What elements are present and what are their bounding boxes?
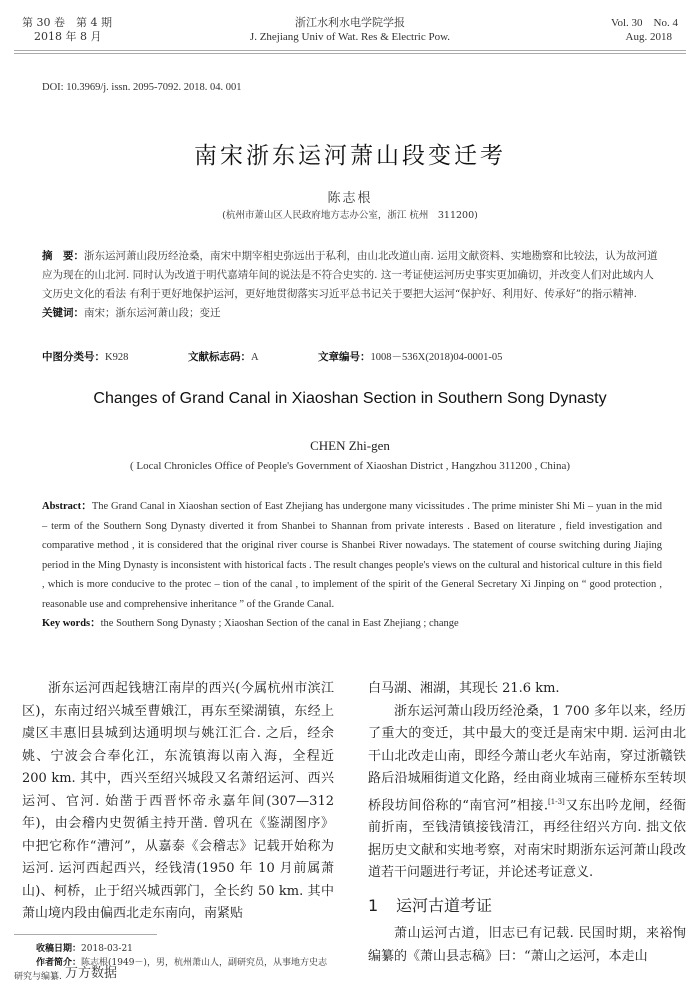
body-paragraph: 萧山运河古道，旧志已有记载. 民国时期，来裕恂编纂的《萧山县志稿》曰：“萧山之运河，本走山 [368, 926, 686, 964]
citation-ref[interactable]: [1-3] [548, 797, 565, 806]
section-heading [368, 895, 686, 918]
classification-row [42, 349, 662, 364]
body-text: 浙东运河萧山段历经沧桑，1 700 多年以来，经历了重大的变迁，其中最大的变迁是南宋中期. 运河由北干山北改走山南，即经今萧山老火车站南，穿过浙赣铁路后沿城厢街道文化路，经由商业城南三碰桥东至转坝桥段坊间俗称的“南官河”相接. [368, 703, 686, 813]
section-title: 运河古道考证 [396, 895, 493, 915]
keywords-en-label: Key words： [42, 618, 101, 629]
author-en: CHEN Zhi-gen [310, 438, 390, 453]
article-no-value: 1008－536X(2018)04-0001-05 [370, 352, 503, 363]
received-label: 收稿日期： [36, 944, 82, 954]
abstract-en-text: The Grand Canal in Xiaoshan section of East Zhejiang has undergone many vicissitudes . The prime minister Shi Mi – yuan in the mid – term of the Southern Song Dynasty diverted it from Shanbei to Shannan from private interests . Based on literature , field investigation and comparative method , it is considered that the original river course is Shanbei River nowadays. The statement of course switching during Jiajing period in the Ming Dynasty is inconsistent with historical facts . The result changes people's views on the cultural and historical culture in this field , which is more conducive to the protec – tion of the canal , to implement of the spirit of the General Secretary Xi Jinping on “ good protection , reasonable use and comprehensive inheritance ” of the Grande Canal. [42, 501, 662, 610]
article-no-label: 文章编号： [318, 351, 371, 363]
affiliation-en: ( Local Chronicles Office of People's Government of Xiaoshan District , Hangzhou 311200 , China) [129, 460, 571, 472]
header-date-en: Aug. 2018 [625, 31, 672, 43]
bio-value: 陈志根(1949－)，男，杭州萧山人，副研究员，从事地方史志研究与编纂. [14, 958, 327, 982]
header-date-cn: 2018 年 8 月 [34, 30, 102, 43]
header-volume: 第 30 卷 第 4 期 [22, 16, 112, 29]
abstract-cn-text: 浙东运河萧山段历经沧桑，南宋中期宰相史弥远出于私利，由山北改道山南. 运用文献资料、实地勘察和比较法，认为故河道应为现在的山北河. 同时认为改道于明代嘉靖年间的说法是不符合史实的. 这一考证使运河历史事实更加确切，并改变人们对此域内人文历史文化的看法 有利于更好地保护运河，更好地贯彻落实习近平总书记关于要把大运河“保护好、利用好、传承好”的指示精神. [42, 250, 658, 300]
body-column-right [368, 678, 686, 968]
body-column-left [22, 678, 334, 926]
doc-code-value: A [251, 352, 259, 363]
title-cn: 南宋浙东运河萧山段变迁考 [194, 143, 506, 169]
doc-code-label: 文献标志码： [188, 351, 251, 363]
header-journal [0, 16, 700, 44]
affiliation-cn: (杭州市萧山区人民政府地方志办公室，浙江 杭州 311200) [222, 210, 478, 221]
header-rule [14, 50, 686, 54]
clc-label: 中图分类号： [42, 351, 105, 363]
abstract-en-label: Abstract： [42, 501, 92, 512]
keywords-cn-text: 南宋；浙东运河萧山段；变迁 [84, 307, 221, 319]
footnote-rule [14, 934, 157, 935]
footnote [14, 942, 334, 984]
title-en: Changes of Grand Canal in Xiaoshan Section in Southern Song Dynasty [93, 390, 607, 407]
doi: DOI: 10.3969/j. issn. 2095-7092. 2018. 04. 001 [42, 82, 242, 93]
section-number: 1 [368, 895, 379, 915]
keywords-en-text: the Southern Song Dynasty ; Xiaoshan Section of the canal in East Zhejiang ; change [100, 618, 459, 629]
author-cn: 陈志根 [327, 191, 373, 206]
watermark: 万方数据 [65, 966, 118, 981]
received-value: 2018-03-21 [81, 944, 133, 954]
journal-name-en: J. Zhejiang Univ of Wat. Res & Electric Pow. [249, 31, 451, 43]
body-paragraph [368, 701, 686, 885]
journal-name-cn: 浙江水利水电学院学报 [295, 16, 405, 29]
abstract-cn-label: 摘 要： [42, 250, 84, 262]
abstract-en [42, 497, 662, 634]
clc-value: K928 [105, 352, 129, 363]
abstract-cn [42, 247, 662, 323]
keywords-cn-label: 关键词： [42, 307, 84, 319]
body-paragraph-continued: 白马湖、湘湖，其现长 21.6 km. [368, 681, 560, 696]
body-paragraph: 浙东运河西起钱塘江南岸的西兴(今属杭州市滨江区)，东南过绍兴城至曹娥江，再东至梁湖镇，东经上虞区丰惠旧县城到达通明坝与姚江汇合. 之后，经余姚、宁波会合奉化江，东流镇海以南入海，全程近 200 km. 其中，西兴至绍兴城段又名萧绍运河、西兴运河、官河. 始凿于西晋怀帝永嘉年间(307—312 年)，由会稽内史贺循主持开凿. 曾巩在《鉴湖图序》中把它称作“漕河”，从嘉泰《会稽志》记载开始称为运河. 运河西起西兴，经钱清(1950 年 10 月前属萧山)、柯桥，止于绍兴城西郭门，全长约 50 km. 其中萧山境内段由偏西北走东南向，南紧贴 [22, 681, 334, 921]
bio-label: 作者简介： [36, 958, 82, 968]
body-text: 又东出吟龙闸，经衙前折南，至钱清镇接钱清江，再经往绍兴方向. 拙文依据历史文献和实地考察，对南宋时期浙东运河萧山段改道若干问题进行考证，并论述考证意义. [368, 797, 686, 881]
header-vol-no: Vol. 30 No. 4 [610, 17, 678, 29]
header-volume-en [611, 16, 678, 44]
